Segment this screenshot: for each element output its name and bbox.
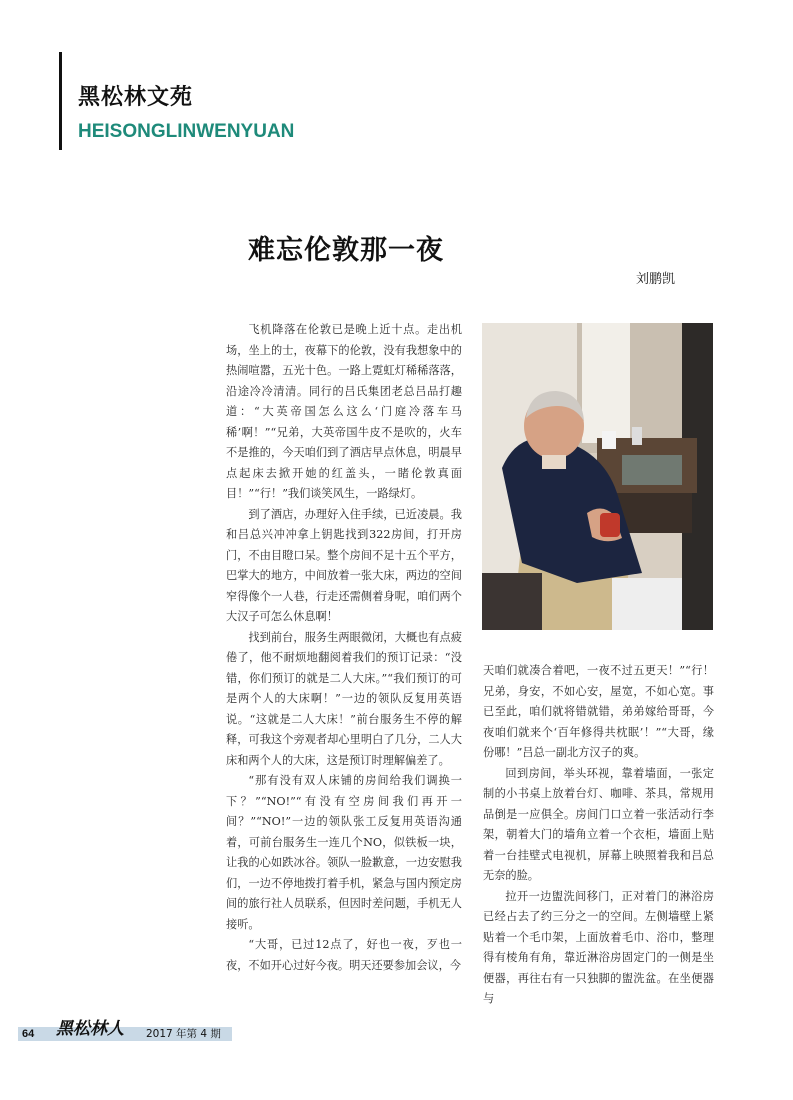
section-subtitle: HEISONGLINWENYUAN <box>78 121 295 142</box>
paragraph: “那有没有双人床铺的房间给我们调换一下？”“NO!”“有没有空房间我们再开一间？”“NO!”一边的领队张工反复用英语沟通着，可前台服务生一连几个NO，似铁板一块，让我的心如跌冰谷。领队一脸歉意，一边安慰我们，一边不停地拨打着手机，紧急与国内预定房间的旅行社人员联系，但因时差问题，手机无人接听。 <box>226 774 462 931</box>
paragraph: 拉开一边盥洗间移门，正对着门的淋浴房已经占去了约三分之一的空间。左侧墙壁上紧贴着一个毛巾架，上面放着毛巾、浴巾，整理得有棱角有角，靠近淋浴房固定门的一侧是坐便器，再往右有一只独脚的盥洗盆。在坐便器与 <box>483 889 714 1005</box>
page-number: 64 <box>22 1028 35 1040</box>
section-title: 黑松林文苑 <box>78 85 194 110</box>
article-photo <box>482 323 713 630</box>
magazine-logo: 黑松林人 <box>56 1019 124 1039</box>
paragraph: 回到房间，举头环视，靠着墙面，一张定制的小书桌上放着台灯、咖啡、茶具，常规用品倒是一应俱全。房间门口立着一张活动行李架，朝着大门的墙角立着一个衣柜，墙面上贴着一台挂壁式电视机，屏幕上映照着我和吕总无奈的脸。 <box>483 766 714 882</box>
paragraph: 到了酒店，办理好入住手续，已近凌晨。我和吕总兴冲冲拿上钥匙找到322房间，打开房门，不由目瞪口呆。整个房间不足十五个平方，巴掌大的地方，中间放着一张大床，两边的空间窄得像个一人巷，行走还需侧着身呢，咱们两个大汉子可怎么休息啊！ <box>226 507 462 623</box>
section-divider <box>59 52 62 150</box>
issue-label: 2017 年第 4 期 <box>146 1028 221 1040</box>
paragraph: “大哥，已过12点了，好也一夜，歹也一夜，不如开心过好今夜。明天还要参加会议，今 <box>226 938 462 972</box>
paragraph: 天咱们就凑合着吧，一夜不过五更天！”“行！兄弟，身安，不如心安，屋宽，不如心宽。事已至此，咱们就将错就错，弟弟嫁给哥哥，今夜咱们就来个‘百年修得共枕眠’！”“大哥，缘份哪！”吕总一副北方汉子的爽。 <box>483 664 714 759</box>
article-author: 刘鹏凯 <box>636 272 676 287</box>
article-column-2 <box>483 661 714 1010</box>
article-column-1 <box>226 320 462 976</box>
paragraph: 飞机降落在伦敦已是晚上近十点。走出机场，坐上的士，夜幕下的伦敦，没有我想象中的热闹喧嚣，五光十色。一路上霓虹灯稀稀落落，沿途冷冷清清。同行的吕氏集团老总吕品打趣道：“大英帝国怎么这么‘门庭冷落车马稀’啊！”“兄弟，大英帝国牛皮不是吹的，火车不是推的，今天咱们到了酒店早点休息，明晨早点起床去掀开她的红盖头，一睹伦敦真面目！”“行！”我们谈笑风生，一路绿灯。 <box>226 323 462 500</box>
article-title: 难忘伦敦那一夜 <box>248 235 444 266</box>
paragraph: 找到前台，服务生两眼微闭，大概也有点疲倦了，他不耐烦地翻阅着我们的预订记录：“没错，你们预订的就是二人大床。”“我们预订的可是两个人的大床啊！”一边的领队反复用英语说。“这就是二人大床！”前台服务生不停的解释，可我这个旁观者却心里明白了几分，二人大床和两个人的大床，这是预订时理解偏差了。 <box>226 630 462 767</box>
